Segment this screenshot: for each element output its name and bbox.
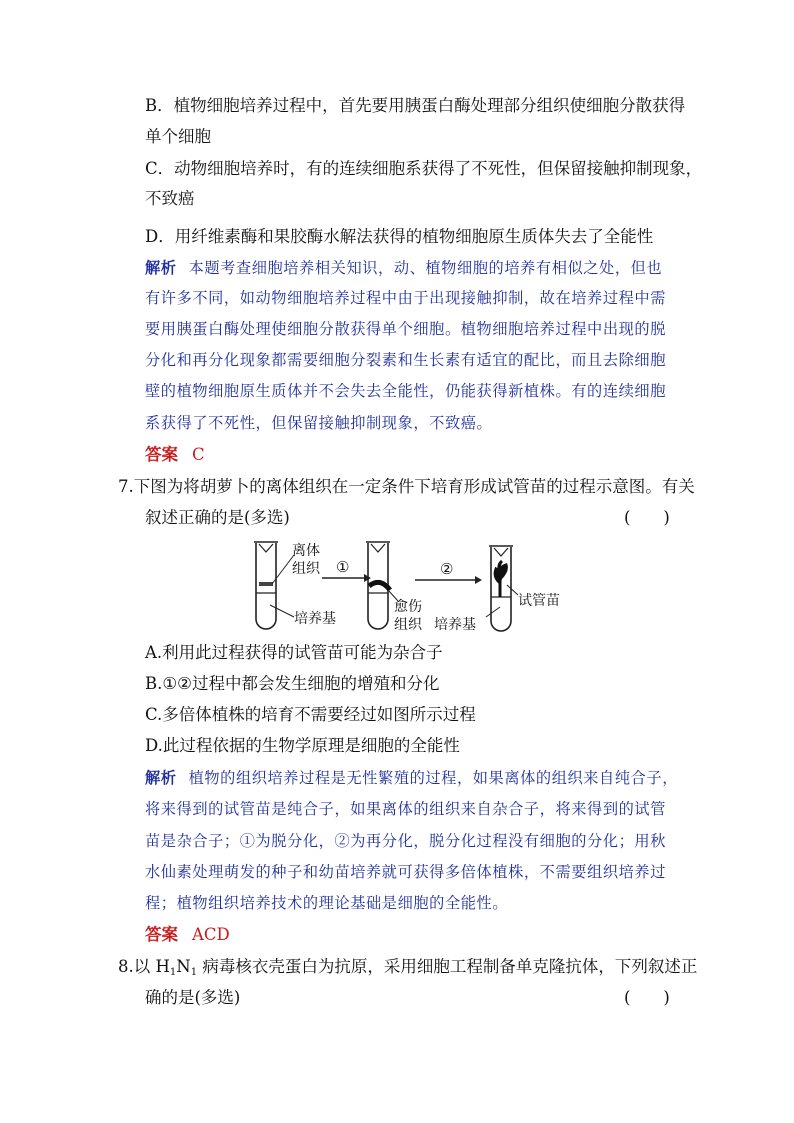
explanation-6-line: 壁的植物细胞原生质体并不会失去全能性，仍能获得新植株。有的连续细胞 xyxy=(145,382,666,400)
question-7-line1: 7.下图为将胡萝卜的离体组织在一定条件下培育形成试管苗的过程示意图。有关 xyxy=(118,477,695,496)
label-seedling: 试管苗 xyxy=(518,593,560,609)
label-callus-2: 组织 xyxy=(394,617,422,633)
q8-prefix: 8.以 H xyxy=(118,957,170,976)
answer-value: ACD xyxy=(192,925,230,944)
option-c-line1: C．动物细胞培养时，有的连续细胞系获得了不死性，但保留接触抑制现象， xyxy=(145,159,703,178)
pointer-medium-2 xyxy=(486,607,500,617)
option-7d: D.此过程依据的生物学原理是细胞的全能性 xyxy=(145,736,460,755)
explanation-6-line: 有许多不同，如动物细胞培养过程中由于出现接触抑制，故在培养过程中需 xyxy=(145,289,666,307)
pointer-seedling xyxy=(507,585,518,595)
test-tube-2 xyxy=(366,542,390,629)
explanation-7-line: 将来得到的试管苗是纯合子，如果离体的组织来自杂合子，将来得到的试管 xyxy=(145,800,666,818)
label-medium-2: 培养基 xyxy=(434,617,476,633)
seedling-icon xyxy=(495,561,506,597)
explanation-label: 解析 xyxy=(145,769,177,787)
explanation-text: 植物的组织培养过程是无性繁殖的过程，如果离体的组织来自纯合子， xyxy=(188,769,678,787)
explanation-6-line: 分化和再分化现象都需要细胞分裂素和生长素有适宜的配比，而且去除细胞 xyxy=(145,351,666,369)
q8-sub2: 1 xyxy=(190,967,198,978)
question-8-line1 xyxy=(118,956,697,984)
option-7b: B.①②过程中都会发生细胞的增殖和分化 xyxy=(145,674,440,693)
explanation-6-line xyxy=(145,257,662,279)
option-b-line2: 单个细胞 xyxy=(145,127,211,146)
answer-label: 答案 xyxy=(145,925,178,944)
answer-value: C xyxy=(192,445,205,464)
label-callus-1: 愈伤 xyxy=(394,599,422,615)
test-tube-1 xyxy=(254,542,278,629)
q8-mid: N xyxy=(176,957,191,976)
explanation-7-line xyxy=(145,767,678,789)
pointer-medium-1 xyxy=(270,605,294,617)
option-b-line1: B．植物细胞培养过程中，首先要用胰蛋白酶处理部分组织使细胞分散获得 xyxy=(145,96,686,115)
label-tissue-2: 组织 xyxy=(292,561,320,577)
label-tissue-1: 离体 xyxy=(292,543,320,559)
label-medium-1: 培养基 xyxy=(294,611,336,627)
explanation-7-line: 苗是杂合子；①为脱分化，②为再分化，脱分化过程没有细胞的分化；用秋 xyxy=(145,832,666,850)
explanation-7-line: 水仙素处理萌发的种子和幼苗培养就可获得多倍体植株，不需要组织培养过 xyxy=(145,863,666,881)
explanation-6-line: 系获得了不死性，但保留接触抑制现象，不致癌。 xyxy=(145,414,493,432)
question-7-line2: 叙述正确的是(多选) xyxy=(145,508,290,527)
option-7c: C.多倍体植株的培育不需要经过如图所示过程 xyxy=(145,705,476,724)
answer-label: 答案 xyxy=(145,445,178,464)
explanation-6-line: 要用胰蛋白酶处理使细胞分散获得单个细胞。植物细胞培养过程中出现的脱 xyxy=(145,320,666,338)
answer-6 xyxy=(145,444,205,466)
question-8-line2: 确的是(多选) xyxy=(145,988,241,1007)
option-7a: A.利用此过程获得的试管苗可能为杂合子 xyxy=(145,643,443,662)
tissue-culture-diagram xyxy=(250,535,580,635)
option-c-line2: 不致癌 xyxy=(145,189,195,208)
answer-paren-7: ( ) xyxy=(624,508,670,527)
q8-sub1: 1 xyxy=(169,967,177,978)
answer-7 xyxy=(145,924,230,946)
label-step-2: ② xyxy=(440,560,454,578)
explanation-7-line: 程；植物组织培养技术的理论基础是细胞的全能性。 xyxy=(145,894,509,912)
label-step-1: ① xyxy=(336,558,350,576)
q8-rest: 病毒核衣壳蛋白为抗原，采用细胞工程制备单克隆抗体，下列叙述正 xyxy=(197,957,698,976)
option-d-line1: D．用纤维素酶和果胶酶水解法获得的植物细胞原生质体失去了全能性 xyxy=(145,227,654,246)
test-tube-3 xyxy=(489,546,513,631)
answer-paren-8: ( ) xyxy=(624,988,670,1007)
explanation-text: 本题考查细胞培养相关知识，动、植物细胞的培养有相似之处，但也 xyxy=(188,259,663,277)
explanation-label: 解析 xyxy=(145,259,177,277)
